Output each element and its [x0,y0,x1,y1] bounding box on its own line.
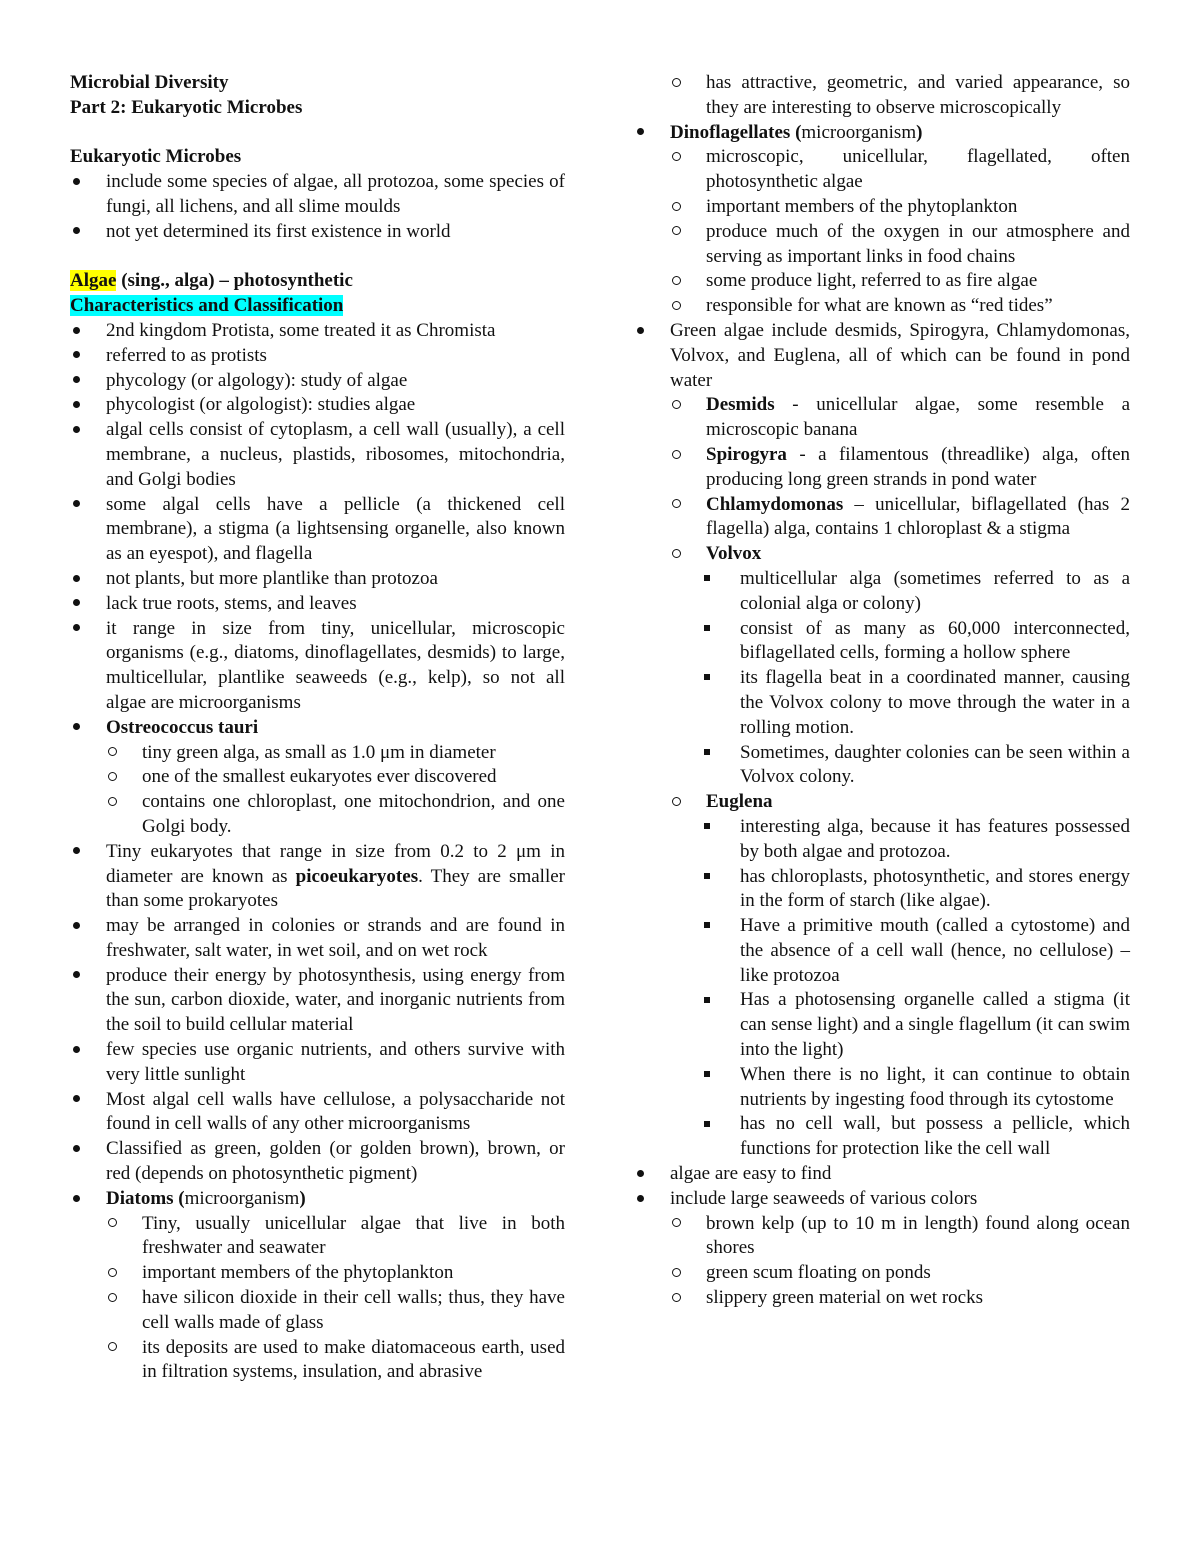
list-item [634,1286,1130,1311]
list-item [634,443,1130,493]
circle-bullet-icon [672,790,681,815]
list-item-text: 2nd kingdom Protista, some treated it as Chromista [106,319,496,341]
circle-bullet-icon [672,1286,681,1311]
list-item-text: Have a primitive mouth (called a cytostome) and the absence of a cell wall (hence, no cellulose) – like protozoa [740,915,1130,986]
list-item [634,617,1130,667]
list-item [634,269,1130,294]
bullet-list [70,319,565,1385]
list-item [70,493,565,567]
section-heading-algae: Algae (sing., alga) – photosynthetic [70,270,353,292]
circle-bullet-icon [672,71,681,96]
list-item-term: Volvox [706,543,762,565]
bullet-icon [73,418,80,443]
circle-bullet-icon [108,741,117,766]
list-item [70,1088,565,1138]
list-item-text: has no cell wall, but possess a pellicle, which functions for protection like the cell wall [740,1113,1130,1160]
list-item-text: Classified as green, golden (or golden brown), brown, or red (depends on photosynthetic pigment) [106,1138,565,1185]
list-item-text: Tiny eukaryotes that range in size from 0.2 to 2 μm in diameter are known as [106,840,565,887]
list-item [70,765,565,790]
list-item-text: microorganism [801,121,917,143]
list-item [634,393,1130,443]
list-item [634,1261,1130,1286]
circle-bullet-icon [672,195,681,220]
list-item-text: tiny green alga, as small as 1.0 μm in diameter [142,741,496,763]
list-item-text: multicellular alga (sometimes referred to as a colonial alga or colony) [740,567,1130,614]
square-bullet-icon [704,567,710,592]
right-column [634,71,1130,1311]
circle-bullet-icon [672,493,681,518]
list-item [634,1162,1130,1187]
list-item [70,592,565,617]
doc-title: Microbial Diversity [70,72,229,93]
circle-bullet-icon [672,269,681,294]
list-item [634,567,1130,617]
list-item-text: include large seaweeds of various colors [670,1187,978,1209]
list-item [70,319,565,344]
list-item-text: one of the smallest eukaryotes ever discovered [142,766,497,788]
bullet-icon [73,369,80,394]
list-item [70,964,565,1038]
list-item [70,1261,565,1286]
list-item-text: Green algae include desmids, Spirogyra, Chlamydomonas, Volvox, and Euglena, all of which can be found in pond water [670,319,1130,391]
list-item-text: contains one chloroplast, one mitochondrion, and one Golgi body. [142,791,565,837]
list-item-text: microorganism [184,1187,300,1209]
list-item-text: phycology (or algology): study of algae [106,369,408,391]
list-item-text: its deposits are used to make diatomaceous earth, used in filtration systems, insulation, and abrasive [142,1336,565,1383]
list-item [70,369,565,394]
bullet-icon [73,567,80,592]
list-item [634,294,1130,319]
list-item [70,170,565,220]
list-item [70,1137,565,1187]
list-item-text: slippery green material on wet rocks [706,1287,983,1309]
list-item [634,815,1130,865]
list-item-text: few species use organic nutrients, and others survive with very little sunlight [106,1039,565,1085]
list-item [634,145,1130,195]
list-item [70,1336,565,1386]
bullet-icon [73,1137,80,1162]
list-item-term: Dinoflagellates ( [670,121,802,143]
list-item-text: Tiny, usually unicellular algae that live in both freshwater and seawater [142,1212,565,1259]
bullet-icon [73,1187,80,1212]
bullet-icon [73,344,80,369]
circle-bullet-icon [672,145,681,170]
list-item [634,493,1130,543]
bullet-icon [637,1162,644,1187]
circle-bullet-icon [108,1212,117,1237]
list-item-text: lack true roots, stems, and leaves [106,592,357,614]
list-item [634,666,1130,740]
highlighted-term: Algae [70,270,117,292]
section-heading-characteristics: Characteristics and Classification [70,295,344,317]
bullet-icon [637,319,644,344]
list-item-text: When there is no light, it can continue to obtain nutrients by ingesting food through its cytostome [740,1063,1130,1110]
list-item [634,1212,1130,1262]
list-item [70,914,565,964]
list-item [70,418,565,492]
list-item [70,1286,565,1336]
list-item [634,988,1130,1062]
square-bullet-icon [704,1112,710,1137]
bullet-icon [73,1038,80,1063]
circle-bullet-icon [108,1261,117,1286]
list-item-text: - a filamentous (threadlike) alga, often producing long green strands in pond water [706,443,1130,490]
list-item-term: Desmids [706,394,775,416]
list-item-text: Has a photosensing organelle called a stigma (it can sense light) and a single flagellum (it can swim into the light) [740,989,1130,1061]
list-item [70,840,565,914]
list-item-term: Ostreococcus tauri [106,716,259,738]
list-item-text: include some species of algae, all protozoa, some species of fungi, all lichens, and all slime moulds [106,171,565,217]
list-item [70,741,565,766]
bullet-icon [73,617,80,642]
list-item [70,790,565,840]
circle-bullet-icon [672,393,681,418]
doc-subtitle: Part 2: Eukaryotic Microbes [70,96,303,118]
list-item [634,121,1130,146]
list-item [634,1063,1130,1113]
list-item [70,1212,565,1262]
list-item [634,195,1130,220]
bullet-icon [73,393,80,418]
list-item-text: important members of the phytoplankton [706,195,1018,217]
list-item-term: picoeukaryotes [295,865,419,887]
circle-bullet-icon [672,294,681,319]
list-item-text: - unicellular algae, some resemble a microscopic banana [706,394,1130,441]
list-item-text: it range in size from tiny, unicellular, microscopic organisms (e.g., diatoms, dinoflagellates, desmids) to large, multicellular, plantlike seaweeds (e.g., kelp), so not all algae are microorganisms [106,617,565,713]
list-item-text: important members of the phytoplankton [142,1262,454,1284]
list-item [634,1187,1130,1212]
list-item [70,1038,565,1088]
square-bullet-icon [704,1063,710,1088]
list-item-text: phycologist (or algologist): studies algae [106,394,416,416]
circle-bullet-icon [108,790,117,815]
list-item-text: not plants, but more plantlike than protozoa [106,567,438,589]
list-item-term: ) [916,121,923,143]
list-item-text: its flagella beat in a coordinated manner, causing the Volvox colony to move through the water in a rolling motion. [740,667,1130,738]
list-item [634,220,1130,270]
list-item [70,567,565,592]
list-item-term: Diatoms ( [106,1187,185,1209]
list-item [70,344,565,369]
bullet-icon [73,592,80,617]
list-item-text: produce their energy by photosynthesis, using energy from the sun, carbon dioxide, water, and inorganic nutrients from the soil to build cellular material [106,964,565,1036]
list-item-text: not yet determined its first existence in world [106,220,451,242]
square-bullet-icon [704,914,710,939]
list-item-text: algal cells consist of cytoplasm, a cell wall (usually), a cell membrane, a nucleus, plastids, ribosomes, mitochondria, and Golgi bodies [106,419,565,490]
list-item-term: Euglena [706,791,773,813]
list-item [634,865,1130,915]
list-item [70,393,565,418]
circle-bullet-icon [108,765,117,790]
section-heading-eukaryotic: Eukaryotic Microbes [70,146,242,168]
square-bullet-icon [704,617,710,642]
list-item-text: has attractive, geometric, and varied appearance, so they are interesting to observe microscopically [706,72,1130,118]
bullet-icon [73,493,80,518]
bullet-icon [73,1088,80,1113]
list-item-text: algae are easy to find [670,1163,832,1185]
circle-bullet-icon [672,1261,681,1286]
list-item [634,542,1130,567]
bullet-icon [73,914,80,939]
list-item-text: green scum floating on ponds [706,1262,931,1284]
circle-bullet-icon [108,1336,117,1361]
square-bullet-icon [704,988,710,1013]
list-item-term: Spirogyra [706,443,787,465]
bullet-list [70,170,565,244]
bullet-icon [73,319,80,344]
bullet-icon [73,840,80,865]
list-item-text: brown kelp (up to 10 m in length) found along ocean shores [706,1212,1130,1259]
list-item-text: responsible for what are known as “red tides” [706,295,1053,317]
list-item-text: Most algal cell walls have cellulose, a polysaccharide not found in cell walls of any other microorganisms [106,1088,565,1135]
list-item [634,790,1130,815]
list-item-text: microscopic, unicellular, flagellated, often photosynthetic algae [706,146,1130,193]
list-item [70,617,565,716]
list-item-term: Chlamydomonas [706,493,844,515]
bullet-icon [637,1187,644,1212]
square-bullet-icon [704,741,710,766]
list-item-text: some algal cells have a pellicle (a thickened cell membrane), a stigma (a lightsensing organelle, also known as an eyespot), and flagella [106,493,565,565]
list-item-text: has chloroplasts, photosynthetic, and stores energy in the form of starch (like algae). [740,865,1130,912]
list-item-text: consist of as many as 60,000 interconnected, biflagellated cells, forming a hollow sphere [740,617,1130,664]
circle-bullet-icon [108,1286,117,1311]
list-item-term: ) [299,1187,306,1209]
circle-bullet-icon [672,542,681,567]
list-item [70,716,565,741]
bullet-icon [73,964,80,989]
bullet-icon [637,121,644,146]
list-item [634,319,1130,393]
list-item-text: produce much of the oxygen in our atmosphere and serving as important links in food chains [706,220,1130,267]
list-item-text: interesting alga, because it has features possessed by both algae and protozoa. [740,815,1130,862]
bullet-icon [73,220,80,245]
list-item [634,741,1130,791]
list-item [634,914,1130,988]
list-item-text: . They are smaller than some prokaryotes [106,865,565,912]
list-item-text: have silicon dioxide in their cell walls; thus, they have cell walls made of glass [142,1287,565,1333]
list-item [70,220,565,245]
list-item-text: some produce light, referred to as fire algae [706,270,1038,292]
bullet-icon [73,170,80,195]
circle-bullet-icon [672,220,681,245]
list-item [634,71,1130,121]
list-item-text: referred to as protists [106,344,267,366]
square-bullet-icon [704,666,710,691]
list-item-text: may be arranged in colonies or strands and are found in freshwater, salt water, in wet soil, and on wet rock [106,915,565,961]
circle-bullet-icon [672,443,681,468]
square-bullet-icon [704,865,710,890]
square-bullet-icon [704,815,710,840]
bullet-icon [73,716,80,741]
list-item [70,1187,565,1212]
list-item-text: Sometimes, daughter colonies can be seen within a Volvox colony. [740,741,1130,788]
list-item-text: – unicellular, biflagellated (has 2 flagella) alga, contains 1 chloroplast & a stigma [706,493,1130,540]
left-column [70,71,565,1385]
circle-bullet-icon [672,1212,681,1237]
list-item [634,1112,1130,1162]
bullet-list [634,71,1130,1311]
